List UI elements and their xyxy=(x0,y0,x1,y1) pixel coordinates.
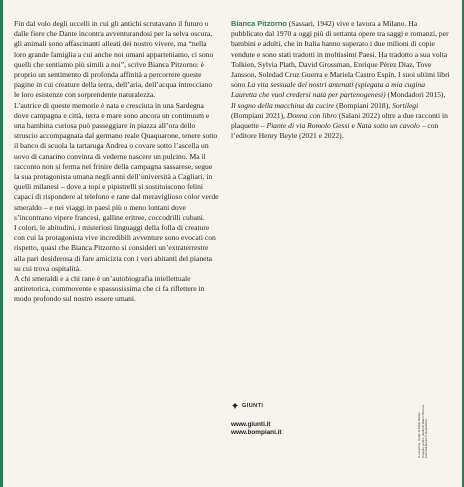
synopsis-paragraph-2: L’autrice di queste memorie è nata e cresciuta in una Sardegna dove campagna e città, terra e mare sono ancora un continuum e una bambina curiosa può passeggiare in piazza all’ora dello struscio accompagnata dal germano reale Quaquarone, tenere sotto il banco di scuola la tartaruga Andrea o covare sotto l’ascella un uovo di canarino convinta di vederne nascere un pulcino. Ma il racconto non si ferma nel frinire della campagna sassarese, segue la sua protagonista umana negli anni dell’università a Cagliari, in quelli milanesi – dove a topi e pipistrelli si sostituiscono felini capaci di rispondere al telefono e rane dal meraviglioso color verde smeraldo – e nei viaggi in paesi più o meno lontani dove s’incontrano vipere francesi, galline eritree, coccodrilli cubani. xyxy=(14,100,219,222)
book-title-3: Sortilegi xyxy=(392,100,419,110)
book-title-5: Piante di via Romolo Gessi xyxy=(266,121,350,131)
bio-text-4: (Salani 2022) oltre a due racconti in plaquette – xyxy=(231,110,448,131)
cover-credits xyxy=(418,404,458,458)
bio-text-5: e xyxy=(349,121,357,131)
book-title-4: Donna con libro xyxy=(286,110,337,120)
giunti-url-link[interactable]: www.giunti.it xyxy=(231,421,271,428)
bompiani-url-link[interactable]: www.bompiani.it xyxy=(231,429,282,436)
bio-text-3: (Bompiani 2021), xyxy=(231,110,287,120)
cover-credits-text: In copertina: ritratto di Pablo Mattos. Progetto grafico: studio di Mauro Pitzorno. Foto dell’autrice © Repubblica xyxy=(417,404,429,458)
synopsis-paragraph-4: A chi smeraldi e a chi rane è un’autobiografia intellettuale antiretorica, commovente e spassosissima che ci fa riflettere in modo profondo sul nostro essere umani. xyxy=(14,274,205,304)
bio-text-2: (Bompiani 2018), xyxy=(334,100,393,110)
bio-text-1: (Mondadori 2015), xyxy=(385,90,446,100)
bio-intro: (Sassari, 1942) vive e lavora a Milano. Ha pubblicato dal 1970 a oggi più di settanta opere tra saggi e romanzi, per bambini e adulti, che in Italia hanno superato i due milioni di copie vendute e sono stati tradotti in moltissimi Paesi. Ha tradotto a sua volta Tolkien, Sylvia Plath, David Grossman, Enrique Pérez Díaz, Tove Jansson, Soledad Cruz Guerra e Mariela Castro Espín. I suoi ultimi libri sono xyxy=(231,19,450,90)
synopsis-paragraph-3: I colori, le abitudini, i misteriosi linguaggi della folla di creature con cui la protagonista vive incredibili avventure sono evocati con rispetto, quasi che Bianca Pitzorno si consideri un’extraterrestre alla pari desiderosa di fare amicizia con i veri abitanti del pianeta su cui trova ospitalità. xyxy=(14,223,216,273)
bio-text-6: – con l’editore Henry Beyle (2021 e 2022). xyxy=(231,121,439,141)
publisher-logo xyxy=(231,402,331,410)
publisher-logo-label: GIUNTI xyxy=(242,403,264,409)
synopsis-column xyxy=(14,19,219,305)
publisher-block xyxy=(231,402,331,437)
book-title-1: La vita sessuale dei nostri antenati (spiegata a mia cugina Lauretta che vuol credersi nata per partenogenesi) xyxy=(231,80,426,100)
left-flap-edge xyxy=(0,0,3,487)
book-title-2: Il sogno della macchina da cucire xyxy=(231,100,335,110)
giunti-lily-icon xyxy=(231,402,239,410)
author-bio-column xyxy=(231,19,451,141)
author-bio xyxy=(231,19,451,141)
book-title-6: Nata sotto un cavolo xyxy=(356,121,420,131)
author-name: Bianca Pitzorno xyxy=(231,19,287,28)
synopsis-paragraph-1: Fin dal volo degli uccelli in cui gli antichi scrutavano il futuro o dalle fiere che Dante incontra avventurandosi per la selva oscura, gli animali sono affascinanti alleati dei nostro vivere, ma “nella loro grande famiglia a cui anche noi umani apparteniamo, ci sono quelli che sentiamo più simili a noi”, scrive Bianca Pitzorno: è proprio un sentimento di profonda affinità a percorrere queste pagine in cui creature della terra, dell’aria, dell’acqua intrecciano le loro esistenze con sorprendente naturalezza. xyxy=(14,19,214,100)
